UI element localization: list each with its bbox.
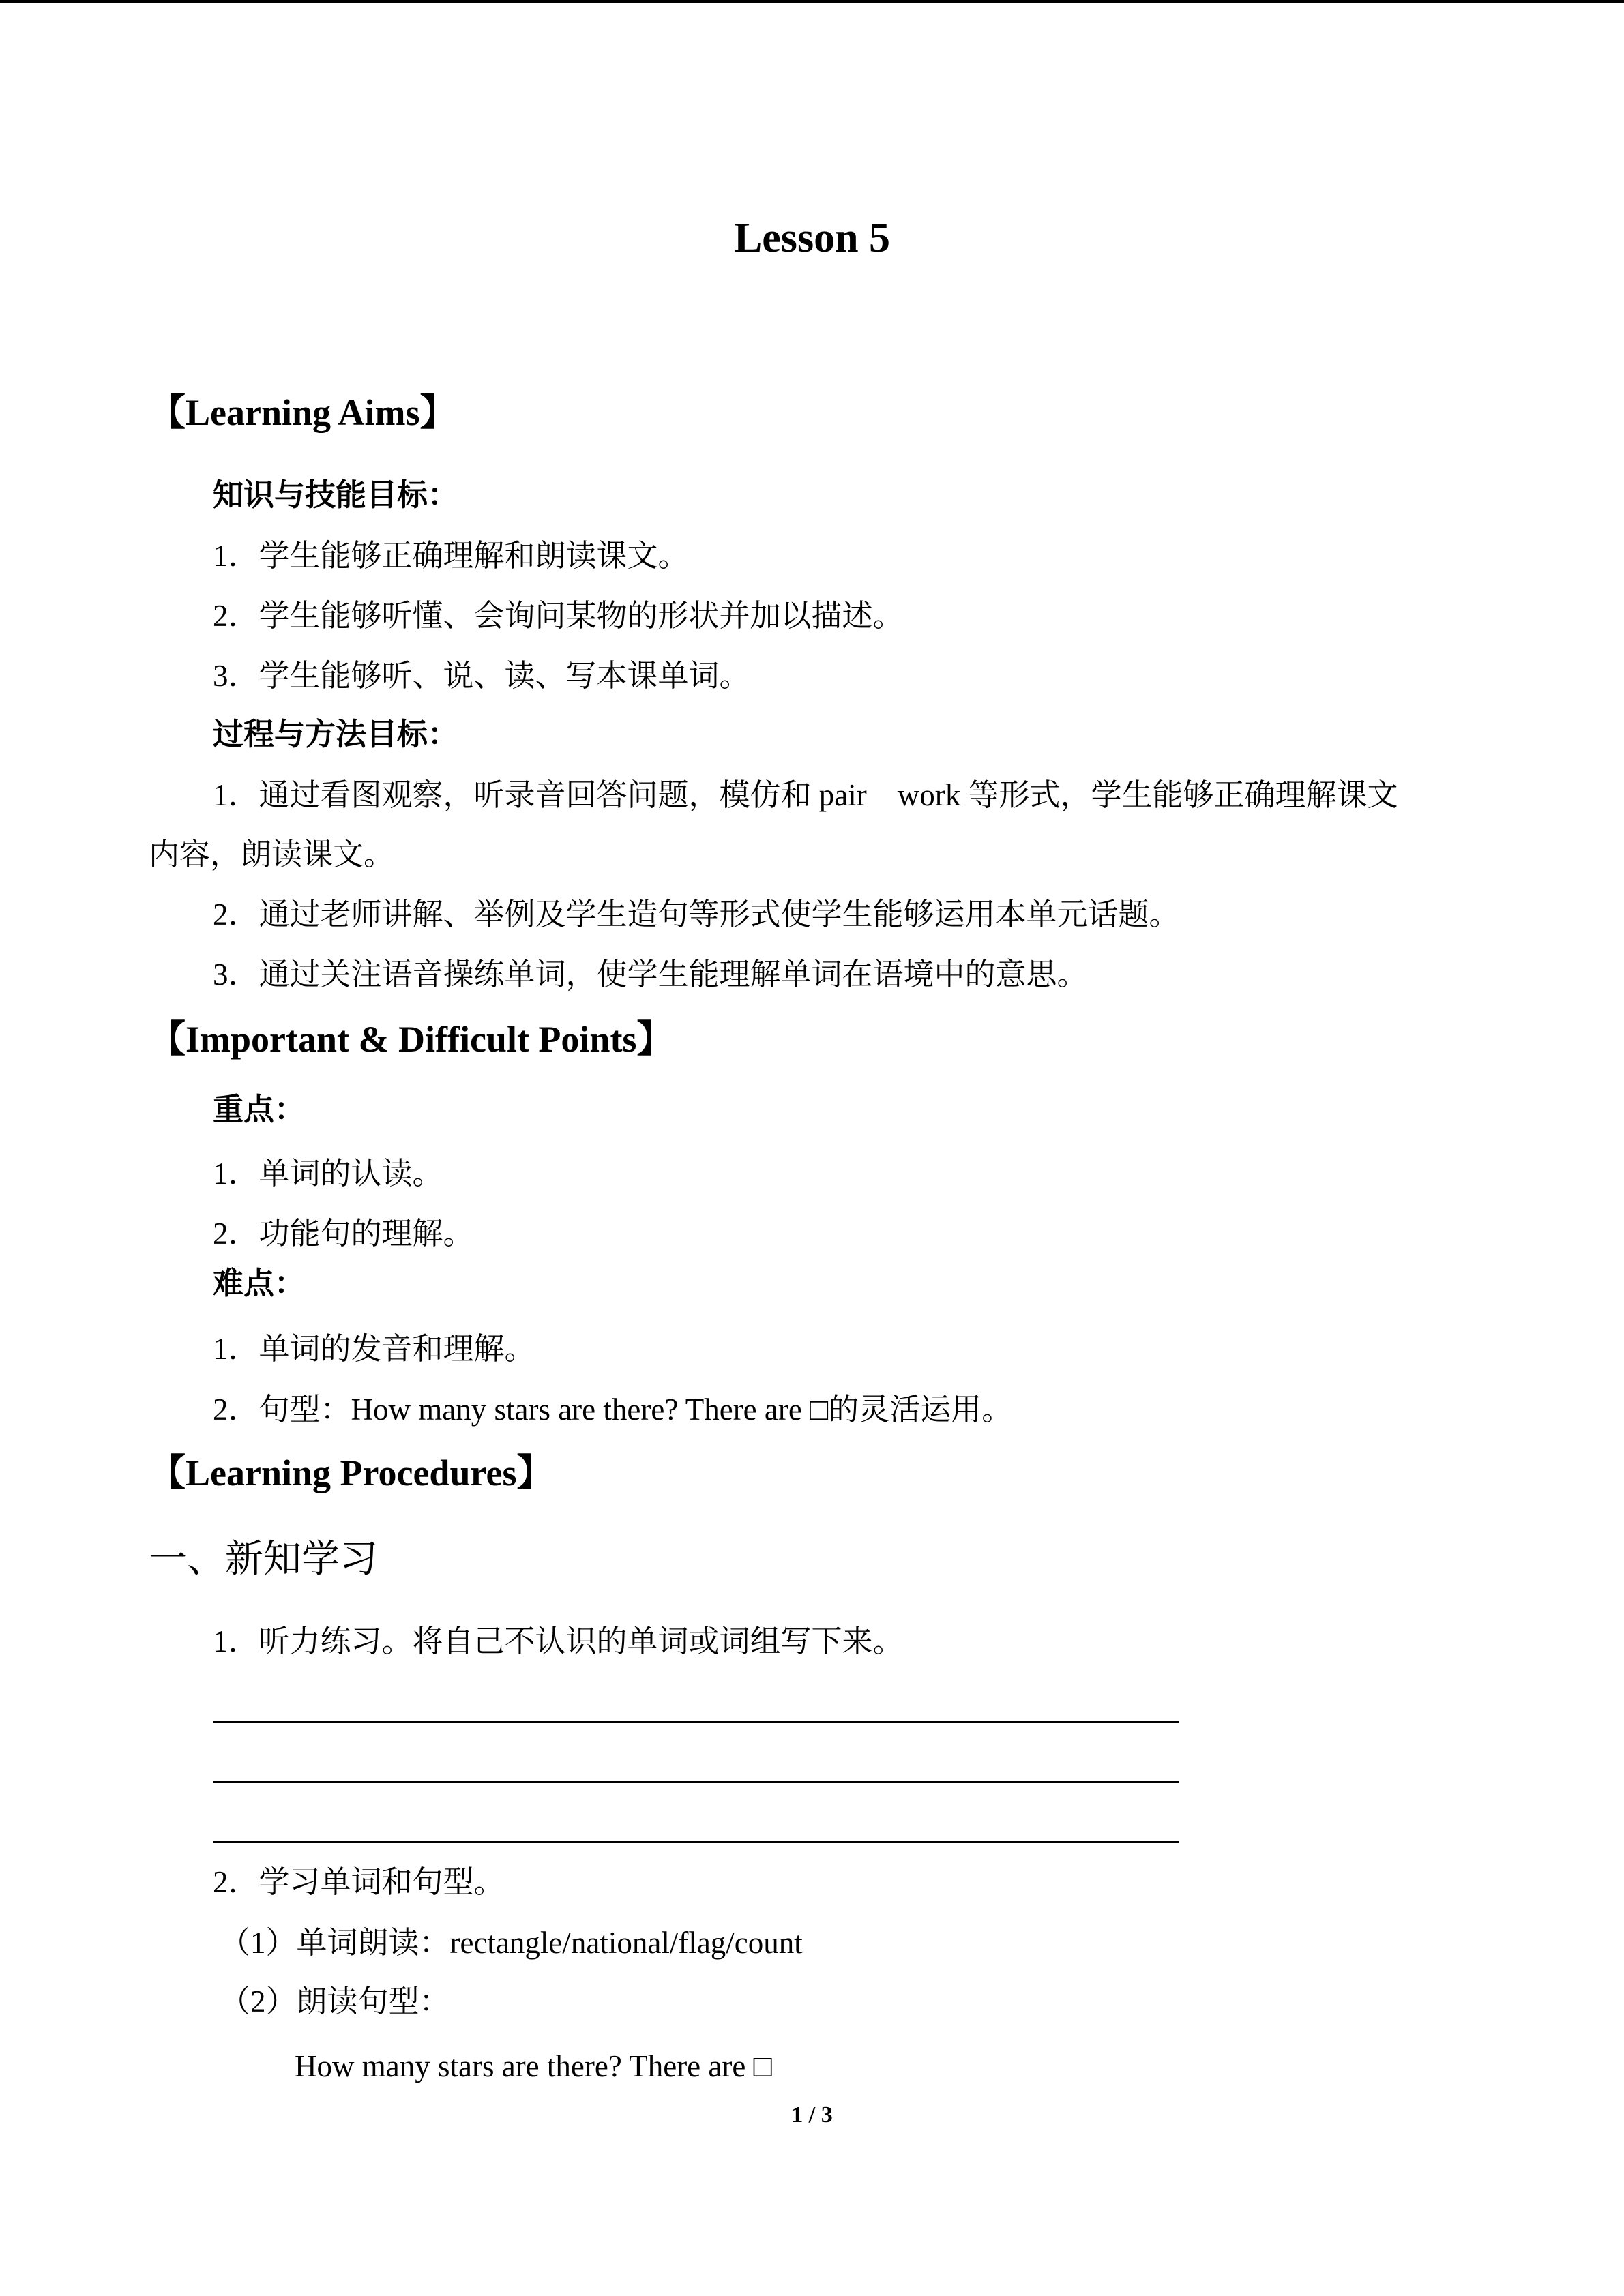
learning-aims-heading: 【Learning Aims】 bbox=[149, 392, 457, 433]
process-item-2: 2．通过老师讲解、举例及学生造句等形式使学生能够运用本单元话题。 bbox=[213, 897, 1180, 931]
page-title: Lesson 5 bbox=[733, 215, 891, 261]
page-top-border bbox=[0, 0, 1624, 3]
process-item-1-continued: 内容，朗读课文。 bbox=[149, 837, 395, 871]
answer-line-2[interactable] bbox=[213, 1781, 1179, 1783]
important-label: 重点： bbox=[213, 1092, 306, 1127]
answer-line-3[interactable] bbox=[213, 1841, 1179, 1843]
process-item-1: 1．通过看图观察，听录音回答问题，模仿和 pair work 等形式，学生能够正确理解课文 bbox=[213, 778, 1398, 812]
important-item-1: 1．单词的认读。 bbox=[213, 1157, 443, 1191]
step-2-sentence-label: （2）朗读句型： bbox=[220, 1984, 450, 2018]
answer-line-1[interactable] bbox=[213, 1721, 1179, 1723]
section-new-knowledge: 一、新知学习 bbox=[149, 1538, 378, 1581]
step-2-words-sentences: 2．学习单词和句型。 bbox=[213, 1865, 505, 1899]
important-item-2: 2．功能句的理解。 bbox=[213, 1217, 474, 1251]
step-1-listening: 1．听力练习。将自己不认识的单词或词组写下来。 bbox=[213, 1624, 904, 1658]
process-item-3: 3．通过关注语音操练单词，使学生能理解单词在语境中的意思。 bbox=[213, 957, 1088, 992]
knowledge-item-1: 1．学生能够正确理解和朗读课文。 bbox=[213, 539, 689, 573]
step-2-sentence: How many stars are there? There are □ bbox=[295, 2049, 772, 2083]
knowledge-skills-label: 知识与技能目标： bbox=[213, 478, 459, 512]
difficult-item-1: 1．单词的发音和理解。 bbox=[213, 1332, 535, 1366]
step-2-word-reading: （1）单词朗读：rectangle/national/flag/count bbox=[220, 1926, 803, 1960]
difficult-item-2: 2．句型：How many stars are there? There are □的灵活运用。 bbox=[213, 1392, 1013, 1427]
process-methods-label: 过程与方法目标： bbox=[213, 717, 459, 751]
procedures-heading: 【Learning Procedures】 bbox=[149, 1452, 554, 1493]
difficult-label: 难点： bbox=[213, 1266, 306, 1300]
knowledge-item-3: 3．学生能够听、说、读、写本课单词。 bbox=[213, 659, 750, 693]
knowledge-item-2: 2．学生能够听懂、会询问某物的形状并加以描述。 bbox=[213, 599, 904, 633]
page-number: 1 / 3 bbox=[791, 2102, 833, 2128]
points-heading: 【Important & Difficult Points】 bbox=[149, 1019, 674, 1060]
